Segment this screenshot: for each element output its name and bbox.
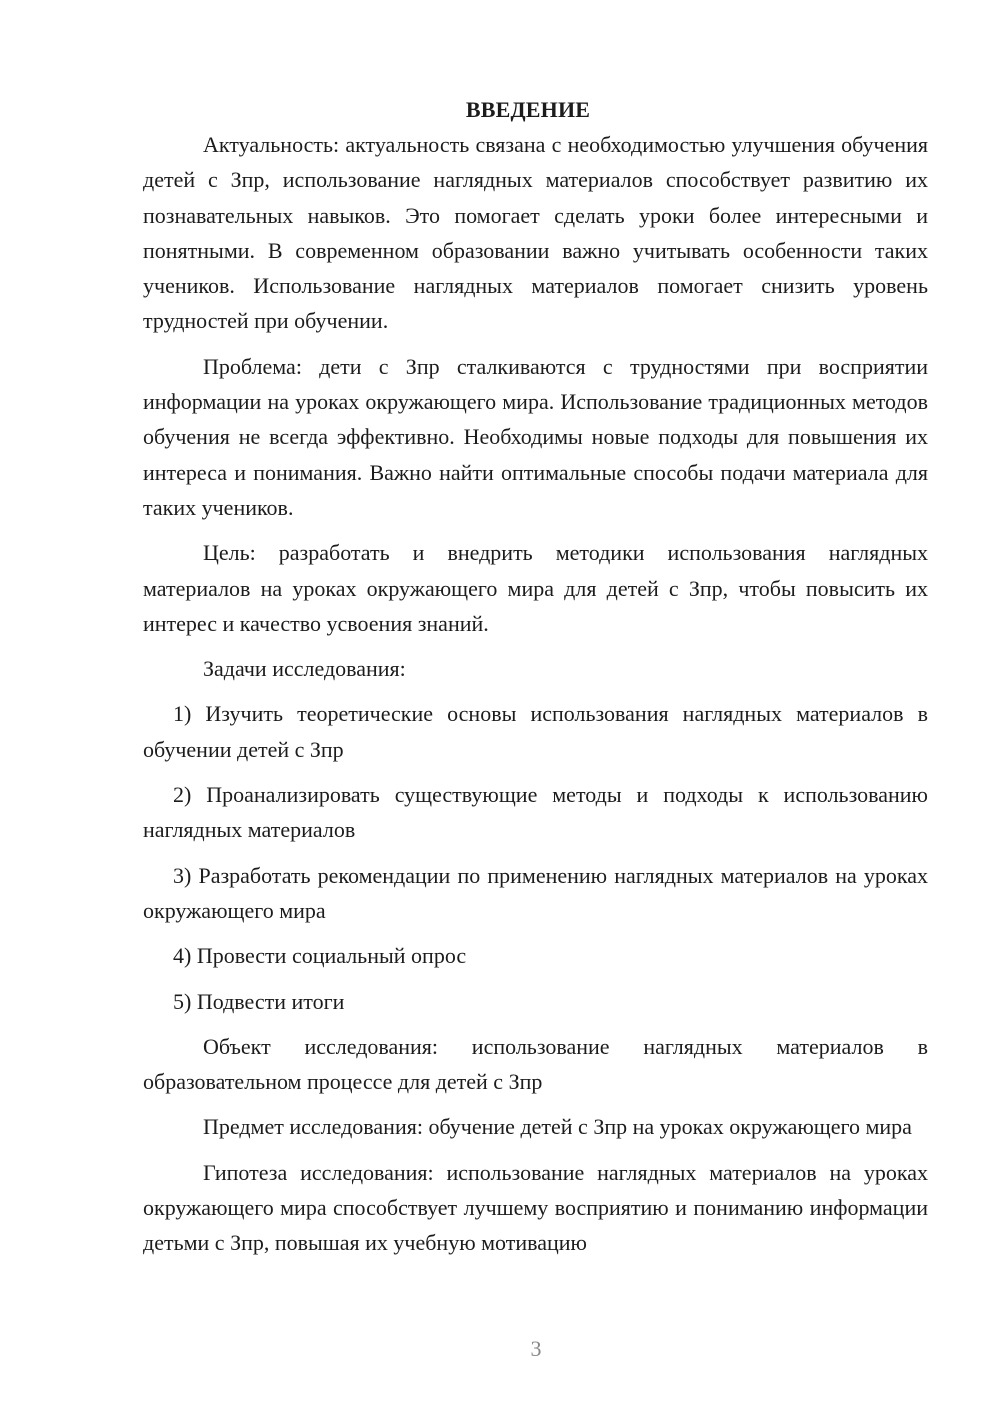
subject-paragraph: Предмет исследования: обучение детей с Зпр на уроках окружающего мира: [203, 1114, 912, 1140]
actuality-paragraph: Актуальность: актуальность связана с необходимостью улучшения обучения детей с Зпр, использование наглядных материалов способствует развитию их познавательных навыков. Это помогает сделать уроки более интересными и понятными. В современном образовании важно учитывать особенности таких учеников. Использование наглядных материалов помогает снизить уровень трудностей при обучении.: [143, 132, 928, 334]
task-item-5: 5) Подвести итоги: [173, 988, 345, 1014]
task-item-1: 1) Изучить теоретические основы использования наглядных материалов в обучении детей с Зпр: [143, 701, 928, 762]
page-heading: ВВЕДЕНИЕ: [465, 97, 591, 122]
document-page: [143, 92, 928, 1271]
task-item-4: 4) Провести социальный опрос: [173, 943, 467, 969]
page-number: 3: [530, 1336, 542, 1361]
problem-paragraph: Проблема: дети с Зпр сталкиваются с трудностями при восприятии информации на уроках окружающего мира. Использование традиционных методов обучения не всегда эффективно. Необходимы новые подходы для повышения их интереса и понимания. Важно найти оптимальные способы подачи материала для таких учеников.: [143, 353, 928, 520]
goal-paragraph: Цель: разработать и внедрить методики использования наглядных материалов на уроках окружающего мира для детей с Зпр, чтобы повысить их интерес и качество усвоения знаний.: [143, 540, 928, 636]
task-item-2: 2) Проанализировать существующие методы и подходы к использованию наглядных материалов: [143, 782, 928, 843]
hypothesis-paragraph: Гипотеза исследования: использование наглядных материалов на уроках окружающего мира способствует лучшему восприятию и пониманию информации детьми с Зпр, повышая их учебную мотивацию: [143, 1159, 928, 1256]
task-item-3: 3) Разработать рекомендации по применению наглядных материалов на уроках окружающего мира: [143, 862, 928, 923]
tasks-title: Задачи исследования:: [203, 656, 406, 682]
object-paragraph: Объект исследования: использование наглядных материалов в образовательном процессе для детей с Зпр: [143, 1033, 928, 1095]
